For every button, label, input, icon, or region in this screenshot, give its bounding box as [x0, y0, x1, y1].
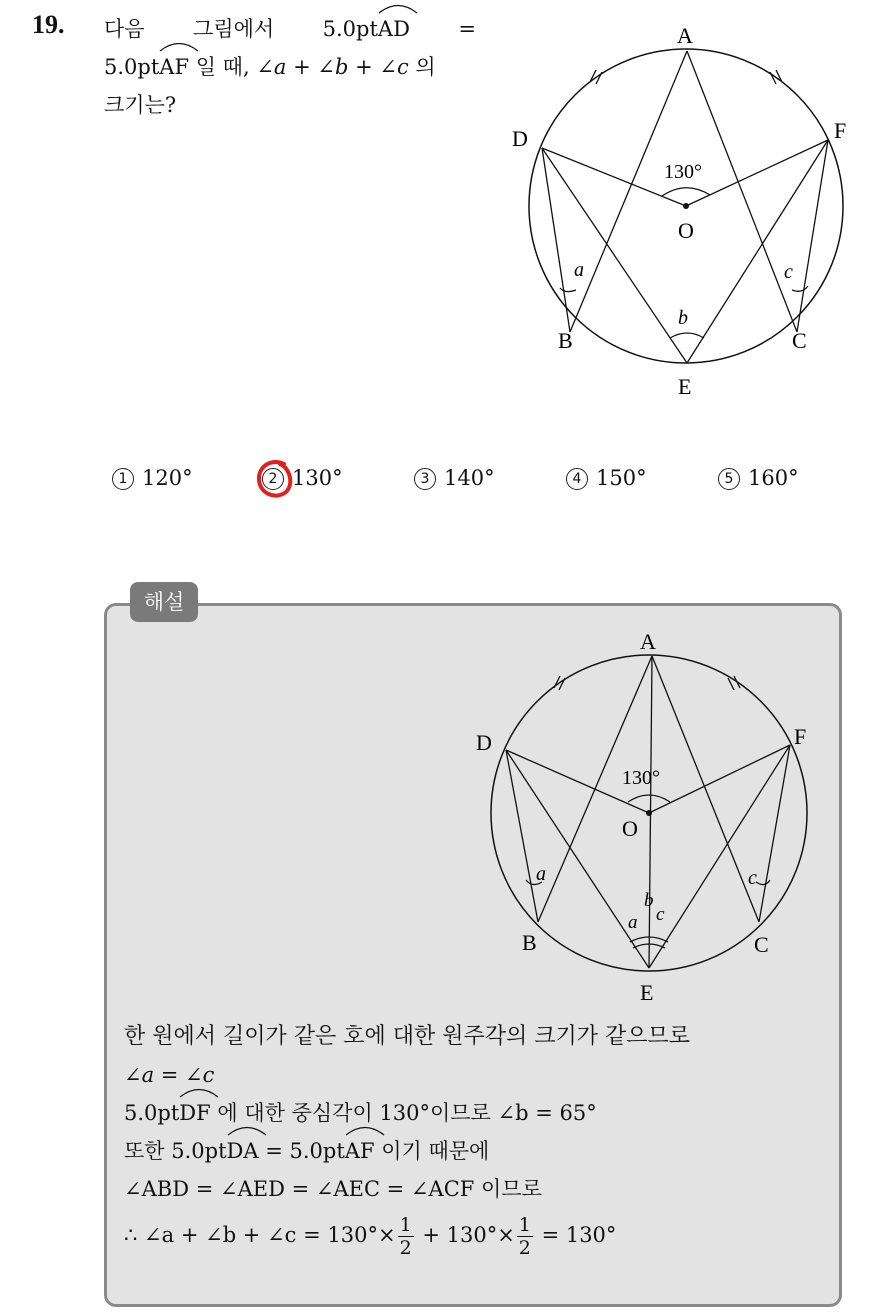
solution-line-5: ∠ABD = ∠AED = ∠AEC = ∠ACF 이므로 — [124, 1177, 542, 1201]
solution-line-1: 한 원에서 길이가 같은 호에 대한 원주각의 크기가 같으므로 — [124, 1024, 690, 1049]
label-e: E — [640, 980, 654, 1005]
choice-mark: 4 — [566, 468, 588, 490]
choice-mark: 5 — [718, 468, 740, 490]
label-angle-b: b — [678, 307, 688, 329]
q-arc-ad: 5.0pt AD — [323, 10, 410, 48]
q-word: 그림에서 — [193, 17, 275, 41]
solution-text — [124, 1018, 834, 1262]
label-a: A — [677, 23, 693, 48]
label-o: O — [678, 218, 694, 243]
label-d: D — [512, 126, 528, 151]
red-circle-mark-icon — [254, 458, 294, 502]
label-a: A — [640, 630, 656, 654]
arc-mark-icon — [159, 42, 199, 52]
circle-figure-2 — [470, 630, 830, 1010]
arc-mark-icon — [227, 1126, 267, 1136]
label-130: 130° — [664, 161, 702, 183]
label-angle-a: a — [574, 259, 584, 281]
label-b: B — [558, 328, 573, 353]
question-number: 19. — [32, 10, 65, 39]
solution-line-6: ∴ ∠a + ∠b + ∠c = 130°× $\frac{1}{2}$ + 130°× $\frac{1}{2}$ = 130° — [124, 1214, 617, 1259]
label-e: E — [678, 374, 692, 399]
solution-line-2: ∠a = ∠c — [124, 1063, 215, 1087]
angle-expression: ∠a + ∠b + ∠c — [256, 55, 409, 79]
label-angle-c: c — [784, 261, 793, 283]
circle-figure-1 — [490, 20, 870, 410]
label-f: F — [794, 724, 807, 749]
question-text — [104, 10, 484, 124]
label-o: O — [622, 816, 638, 841]
question-line-3: 크기는? — [104, 93, 177, 117]
choice-mark: 1 — [112, 468, 134, 490]
choice-mark: 3 — [414, 468, 436, 490]
solution-line-3: 5.0pt DF 에 대한 중심각이 130°이므로 ∠b = 65° — [124, 1094, 834, 1132]
choice-3[interactable]: 3 140° — [414, 466, 495, 490]
label-angle-a-bottom: a — [628, 912, 638, 933]
label-130: 130° — [622, 767, 660, 789]
label-c: C — [792, 328, 807, 353]
choice-5[interactable]: 5 160° — [718, 466, 799, 490]
arc-mark-icon — [378, 4, 418, 14]
fraction-half: $\frac{1}{2}$ — [518, 1214, 531, 1259]
choice-mark: 2 — [262, 468, 284, 490]
arc-mark-icon — [179, 1088, 219, 1098]
q-word: 다음 — [104, 17, 145, 41]
label-d: D — [476, 730, 492, 755]
label-angle-a: a — [536, 863, 546, 885]
q-word: = — [458, 17, 476, 41]
arc-mark-icon — [345, 1126, 385, 1136]
choice-2[interactable]: 2 130° — [262, 466, 343, 490]
choice-1[interactable]: 1 120° — [112, 466, 193, 490]
choice-4[interactable]: 4 150° — [566, 466, 647, 490]
label-angle-c-bottom: c — [656, 904, 665, 925]
label-f: F — [834, 118, 847, 143]
label-b: B — [522, 930, 537, 955]
fraction-half: $\frac{1}{2}$ — [399, 1214, 412, 1259]
answer-choices — [112, 466, 832, 500]
solution-line-4: 또한 5.0pt DA = 5.0pt AF 이기 때문에 — [124, 1132, 834, 1170]
question-line-2: 5.0pt AF 일 때, ∠a + ∠b + ∠c 의 — [104, 48, 484, 86]
label-angle-c: c — [748, 867, 757, 889]
solution-badge: 해설 — [130, 582, 198, 622]
label-angle-b-bottom: b — [644, 890, 654, 911]
label-c: C — [754, 932, 769, 957]
